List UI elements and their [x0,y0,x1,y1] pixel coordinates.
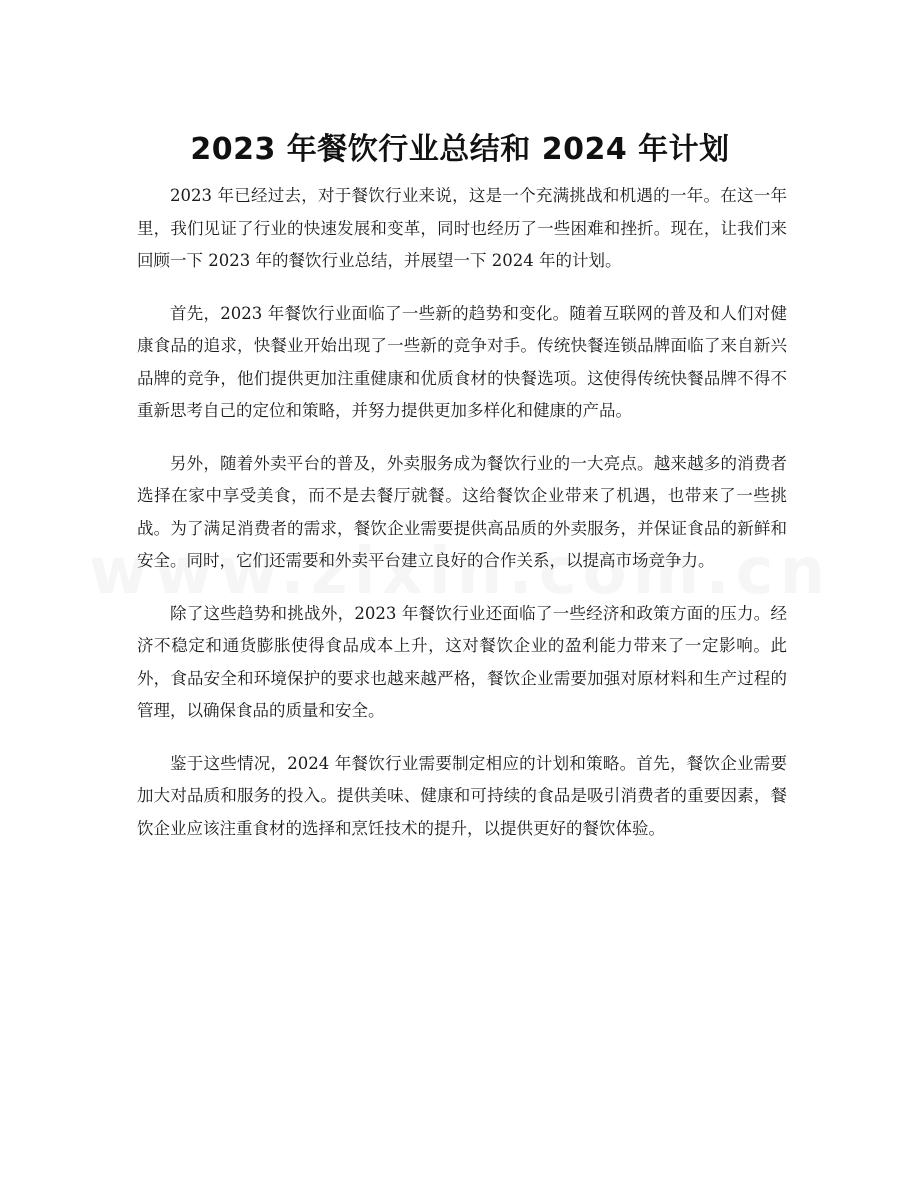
document-body [137,180,787,865]
paragraph-pressures: 除了这些趋势和挑战外，2023 年餐饮行业还面临了一些经济和政策方面的压力。经济不稳定和通货膨胀使得食品成本上升，这对餐饮企业的盈利能力带来了一定影响。此外，食品安全和环境保护的要求也越来越严格，餐饮企业需要加强对原材料和生产过程的管理，以确保食品的质量和安全。 [137,603,787,720]
paragraph-plan: 鉴于这些情况，2024 年餐饮行业需要制定相应的计划和策略。首先，餐饮企业需要加大对品质和服务的投入。提供美味、健康和可持续的食品是吸引消费者的重要因素，餐饮企业应该注重食材的选择和烹饪技术的提升，以提供更好的餐饮体验。 [137,753,787,838]
paragraph-delivery: 另外，随着外卖平台的普及，外卖服务成为餐饮行业的一大亮点。越来越多的消费者选择在家中享受美食，而不是去餐厅就餐。这给餐饮企业带来了机遇，也带来了一些挑战。为了满足消费者的需求，餐饮企业需要提供高品质的外卖服务，并保证食品的新鲜和安全。同时，它们还需要和外卖平台建立良好的合作关系，以提高市场竞争力。 [137,453,787,570]
paragraph-trends: 首先，2023 年餐饮行业面临了一些新的趋势和变化。随着互联网的普及和人们对健康食品的追求，快餐业开始出现了一些新的竞争对手。传统快餐连锁品牌面临了来自新兴品牌的竞争，他们提供更加注重健康和优质食材的快餐选项。这使得传统快餐品牌不得不重新思考自己的定位和策略，并努力提供更加多样化和健康的产品。 [137,303,787,420]
paragraph-intro: 2023 年已经过去，对于餐饮行业来说，这是一个充满挑战和机遇的一年。在这一年里，我们见证了行业的快速发展和变革，同时也经历了一些困难和挫折。现在，让我们来回顾一下 2023 年的餐饮行业总结，并展望一下 2024 年的计划。 [137,186,787,270]
document-title: 2023 年餐饮行业总结和 2024 年计划 [190,132,730,168]
